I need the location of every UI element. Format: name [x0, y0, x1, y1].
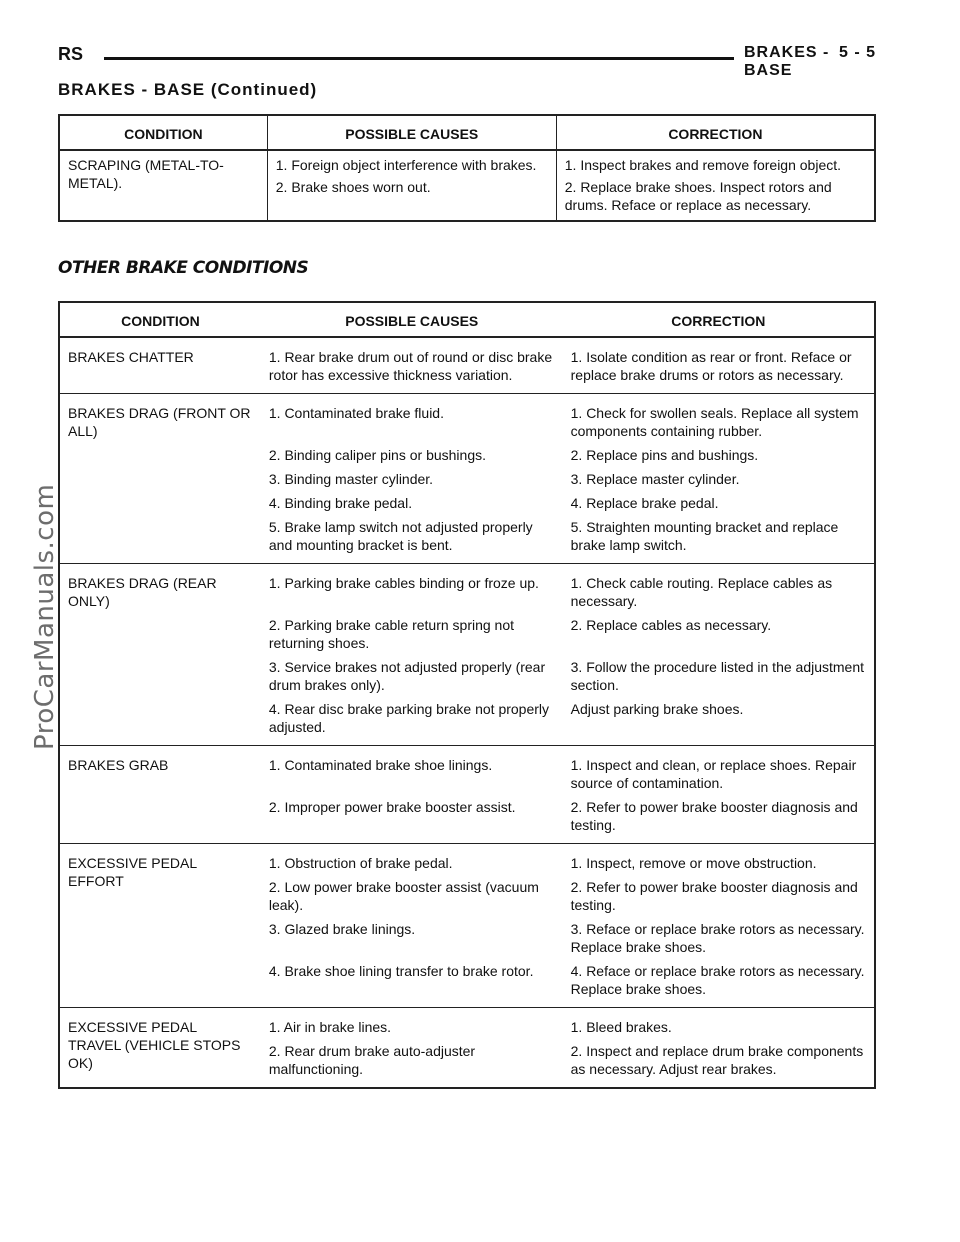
continued-title: BRAKES - BASE (Continued) — [58, 80, 318, 99]
cause-cell: 1. Contaminated brake fluid. — [268, 405, 444, 421]
cause-cell: 2. Parking brake cable return spring not returning shoes. — [268, 617, 515, 651]
correction-cell: 1. Check for swollen seals. Replace all system components containing rubber. — [570, 405, 859, 439]
correction-cell: 1. Bleed brakes. — [570, 1019, 672, 1035]
correction-cell: 3. Replace master cylinder. — [570, 471, 740, 487]
header-title: BRAKES - BASE — [744, 44, 830, 79]
cause-cell: 1. Parking brake cables binding or froze up. — [268, 575, 539, 591]
cause-cell: 1. Contaminated brake shoe linings. — [268, 757, 493, 773]
header-section-code: RS — [58, 44, 84, 64]
table-row — [59, 150, 875, 174]
correction-cell: 1. Inspect brakes and remove foreign object. — [564, 157, 842, 173]
cause-cell: 1. Rear brake drum out of round or disc brake rotor has excessive thickness variation. — [261, 337, 563, 394]
header-condition: CONDITION — [59, 302, 261, 337]
condition-cell: BRAKES GRAB — [59, 746, 261, 844]
table-body — [59, 337, 875, 1088]
correction-cell: 2. Replace brake shoes. Inspect rotors and drums. Reface or replace as necessary. — [564, 179, 832, 213]
header-causes: POSSIBLE CAUSES — [267, 115, 556, 150]
section-title: OTHER BRAKE CONDITIONS — [58, 258, 309, 278]
correction-cell: 2. Inspect and replace drum brake components as necessary. Adjust rear brakes. — [563, 1036, 875, 1088]
table-row — [59, 1008, 875, 1037]
table-row — [59, 394, 875, 441]
table-row — [59, 746, 875, 793]
header-rule — [104, 57, 734, 60]
header-correction: CORRECTION — [556, 115, 875, 150]
scraping-table — [58, 114, 876, 222]
watermark: ProCarManuals.com — [30, 483, 60, 750]
correction-cell: 2. Replace pins and bushings. — [570, 447, 759, 463]
condition-cell: BRAKES DRAG (FRONT OR ALL) — [59, 394, 261, 564]
table-header-row — [59, 115, 875, 150]
correction-cell: 1. Inspect, remove or move obstruction. — [570, 855, 817, 871]
cause-cell: 1. Air in brake lines. — [268, 1019, 392, 1035]
cause-cell: 2. Binding caliper pins or bushings. — [268, 447, 487, 463]
condition-cell: SCRAPING (METAL-TO-METAL). — [59, 150, 267, 221]
correction-cell: 1. Inspect and clean, or replace shoes. Repair source of contamination. — [570, 757, 857, 791]
correction-cell: 4. Reface or replace brake rotors as necessary. Replace brake shoes. — [563, 956, 875, 1008]
correction-cell: 2. Replace cables as necessary. — [570, 617, 772, 633]
cause-cell: 2. Low power brake booster assist (vacuum leak). — [268, 879, 539, 913]
correction-cell: 3. Follow the procedure listed in the adjustment section. — [570, 659, 865, 693]
page-number: 5 - 5 — [838, 44, 876, 61]
table-row — [59, 844, 875, 873]
cause-cell: 1. Obstruction of brake pedal. — [268, 855, 453, 871]
header-causes: POSSIBLE CAUSES — [261, 302, 563, 337]
condition-cell: BRAKES CHATTER — [59, 337, 261, 394]
cause-cell: 3. Service brakes not adjusted properly (rear drum brakes only). — [268, 659, 546, 693]
header-condition: CONDITION — [59, 115, 267, 150]
correction-cell: 2. Refer to power brake booster diagnosis and testing. — [563, 792, 875, 844]
cause-cell: 2. Improper power brake booster assist. — [261, 792, 563, 844]
correction-cell: Adjust parking brake shoes. — [563, 694, 875, 746]
cause-cell: 3. Glazed brake linings. — [268, 921, 416, 937]
correction-cell: 3. Reface or replace brake rotors as necessary. Replace brake shoes. — [570, 921, 865, 955]
header-correction: CORRECTION — [563, 302, 875, 337]
cause-cell: 2. Brake shoes worn out. — [267, 174, 556, 221]
correction-cell: 2. Refer to power brake booster diagnosis and testing. — [570, 879, 858, 913]
condition-cell: BRAKES DRAG (REAR ONLY) — [59, 564, 261, 746]
cause-cell: 5. Brake lamp switch not adjusted properly and mounting bracket is bent. — [261, 512, 563, 564]
table-row — [59, 337, 875, 394]
cause-cell: 1. Foreign object interference with brakes. — [267, 150, 556, 174]
condition-cell: EXCESSIVE PEDAL EFFORT — [59, 844, 261, 1008]
cause-cell: 2. Rear drum brake auto-adjuster malfunctioning. — [261, 1036, 563, 1088]
cause-cell: 4. Binding brake pedal. — [268, 495, 413, 511]
correction-cell: 4. Replace brake pedal. — [570, 495, 719, 511]
table-row — [59, 564, 875, 611]
correction-cell: 5. Straighten mounting bracket and replace brake lamp switch. — [563, 512, 875, 564]
correction-cell: 1. Isolate condition as rear or front. Reface or replace brake drums or rotors as necessary. — [563, 337, 875, 394]
other-brake-conditions-table — [58, 301, 876, 1089]
condition-cell: EXCESSIVE PEDAL TRAVEL (VEHICLE STOPS OK) — [59, 1008, 261, 1089]
cause-cell: 3. Binding master cylinder. — [268, 471, 434, 487]
cause-cell: 4. Brake shoe lining transfer to brake rotor. — [261, 956, 563, 1008]
table-header-row — [59, 302, 875, 337]
page-header — [58, 44, 876, 79]
correction-cell: 1. Check cable routing. Replace cables as necessary. — [570, 575, 833, 609]
cause-cell: 4. Rear disc brake parking brake not properly adjusted. — [261, 694, 563, 746]
